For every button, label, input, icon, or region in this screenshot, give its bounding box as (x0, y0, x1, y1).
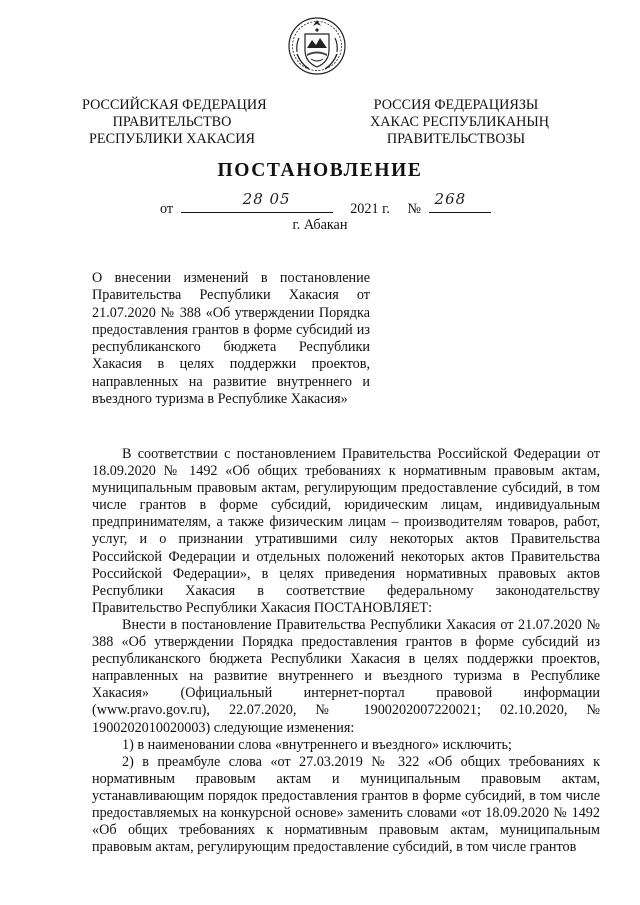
date-number-line (160, 190, 491, 218)
number-field (429, 190, 491, 213)
handwritten-number: 268 (434, 190, 467, 208)
header-right-line: ПРАВИТЕЛЬСТВОЗЫ (386, 131, 526, 147)
number-sign: № (407, 201, 421, 217)
document-subject: О внесении изменений в постановление Правительства Республики Хакасия от 21.07.2020 № 388 «Об утверждении Порядка предоставления грантов в форме субсидий из республиканского бюджета Республики Хакасия в целях поддержки проектов, направленных на развитие внутреннего и въездного туризма в Республике Хакасия» (92, 270, 370, 408)
handwritten-date: 28 05 (242, 190, 291, 208)
header-left-line: ПРАВИТЕЛЬСТВО (112, 114, 232, 130)
year-label: 2021 г. (350, 201, 390, 217)
document-type-title: ПОСТАНОВЛЕНИЕ (217, 160, 423, 181)
date-field (181, 190, 333, 213)
header-right-line: ХАКАС РЕСПУБЛИКАНЫҢ (370, 114, 550, 130)
city-label: г. Абакан (292, 217, 348, 233)
body-paragraph: 1) в наименовании слова «внутреннего и въездного» исключить; (122, 736, 512, 753)
document-body (92, 446, 600, 856)
body-paragraph: Внести в постановление Правительства Республики Хакасия от 21.07.2020 № 388 «Об утверждении Порядка предоставления грантов в форме субсидий из республиканского бюджета Республики Хакасия в целях поддержки проектов, направленных на развитие внутреннего и въездного туризма в Республике Хакасия» (Официальный интернет-портал правовой информации (www.pravo.gov.ru), 22.07.2020, № 1900202007220021; 02.10.2020, № 1900202010020003) следующие изменения: (92, 616, 600, 736)
coat-of-arms-icon (287, 14, 347, 78)
body-paragraph: В соответствии с постановлением Правительства Российской Федерации от 18.09.2020 № 1492 «Об общих требованиях к нормативным правовым актам, муниципальным правовым актам, регулирующим предоставление субсидий, в том числе грантов в форме субсидий, юридическим лицам, индивидуальным предпринимателям, а также физическим лицам – производителям товаров, работ, услуг, и о признании утратившими силу некоторых актов Правительства Российской Федерации и отдельных положений некоторых актов Правительства Российской Федерации», в целях приведения нормативных правовых актов Республики Хакасия в соответствие федеральному законодательству Правительство Республики Хакасия ПОСТАНОВЛЯЕТ: (92, 446, 600, 616)
header-right-line: РОССИЯ ФЕДЕРАЦИЯЗЫ (373, 97, 539, 113)
header-left-block (82, 97, 267, 148)
body-paragraph: 2) в преамбуле слова «от 27.03.2019 № 322 «Об общих требованиях к нормативным правовым актам и муниципальным правовым актам, устанавливающим порядок предоставления грантов в форме субсидий, в том числе предоставляемых на конкурсной основе» заменить словами «от 18.09.2020 № 1492 «Об общих требованиях к нормативным правовым актам, муниципальным правовым актам, регулирующим предоставление субсидий, в том числе грантов (92, 753, 600, 856)
header-left-line: РОССИЙСКАЯ ФЕДЕРАЦИЯ (82, 97, 267, 113)
header-right-block (370, 97, 550, 148)
from-label: от (160, 201, 174, 217)
header-left-line: РЕСПУБЛИКИ ХАКАСИЯ (89, 131, 255, 147)
